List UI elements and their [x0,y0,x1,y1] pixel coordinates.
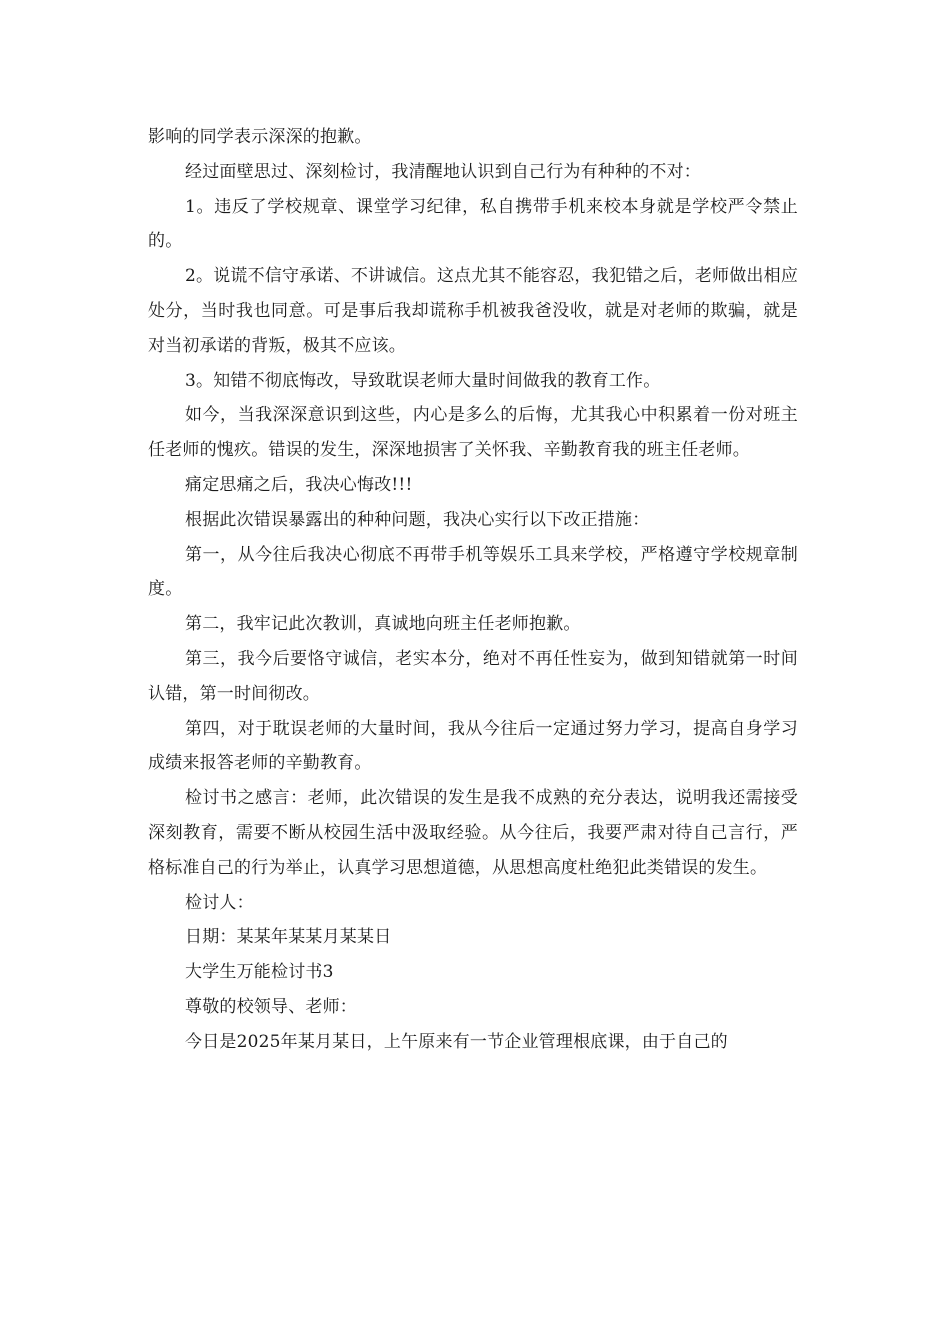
salutation: 尊敬的校领导、老师： [185,996,357,1017]
paragraph-measure-3: 第三，我今后要恪守诚信，老实本分，绝对不再任性妄为，做到知错就第一时间认错，第一时间彻改。 [148,648,798,704]
paragraph-letter-start: 今日是2025年某月某日，上午原来有一节企业管理根底课，由于自己的 [185,1031,728,1052]
paragraph-regret: 如今，当我深深意识到这些，内心是多么的后悔，尤其我心中积累着一份对班主任老师的愧疚。错误的发生，深深地损害了关怀我、辛勤教育我的班主任老师。 [148,405,798,461]
paragraph-measure-2: 第二，我牢记此次教训，真诚地向班主任老师抱歉。 [185,614,581,635]
paragraph-measure-1: 第一，从今往后我决心彻底不再带手机等娱乐工具来学校，严格遵守学校规章制度。 [148,544,798,600]
paragraph-fault-3: 3。知错不彻底悔改，导致耽误老师大量时间做我的教育工作。 [185,370,661,391]
paragraph-fault-1: 1。违反了学校规章、课堂学习纪律，私自携带手机来校本身就是学校严令禁止的。 [148,196,798,252]
paragraph-fault-2: 2。说谎不信守承诺、不讲诚信。这点尤其不能容忍，我犯错之后，老师做出相应处分，当时我也同意。可是事后我却谎称手机被我爸没收，就是对老师的欺骗，就是对当初承诺的背叛，极其不应该。 [148,266,799,356]
paragraph-measure-4: 第四，对于耽误老师的大量时间，我从今往后一定通过努力学习，提高自身学习成绩来报答老师的辛勤教育。 [148,718,798,774]
paragraph-reflection-intro: 经过面壁思过、深刻检讨，我清醒地认识到自己行为有种种的不对： [185,161,701,182]
signature-line: 检讨人： [185,892,254,913]
paragraph-apology-end: 影响的同学表示深深的抱歉。 [148,127,372,147]
paragraph-reflection-remarks: 检讨书之感言：老师，此次错误的发生是我不成熟的充分表达，说明我还需接受深刻教育，需要不断从校园生活中汲取经验。从今往后，我要严肃对待自己言行，严格标准自己的行为举止，认真学习思想道德，从思想高度杜绝犯此类错误的发生。 [148,788,798,878]
document-body [148,120,798,1060]
section-heading: 大学生万能检讨书3 [185,962,334,983]
paragraph-measures-intro: 根据此次错误暴露出的种种问题，我决心实行以下改正措施： [185,509,650,530]
paragraph-resolve: 痛定思痛之后，我决心悔改!!! [185,474,413,495]
date-line: 日期：某某年某某月某某日 [185,927,392,948]
